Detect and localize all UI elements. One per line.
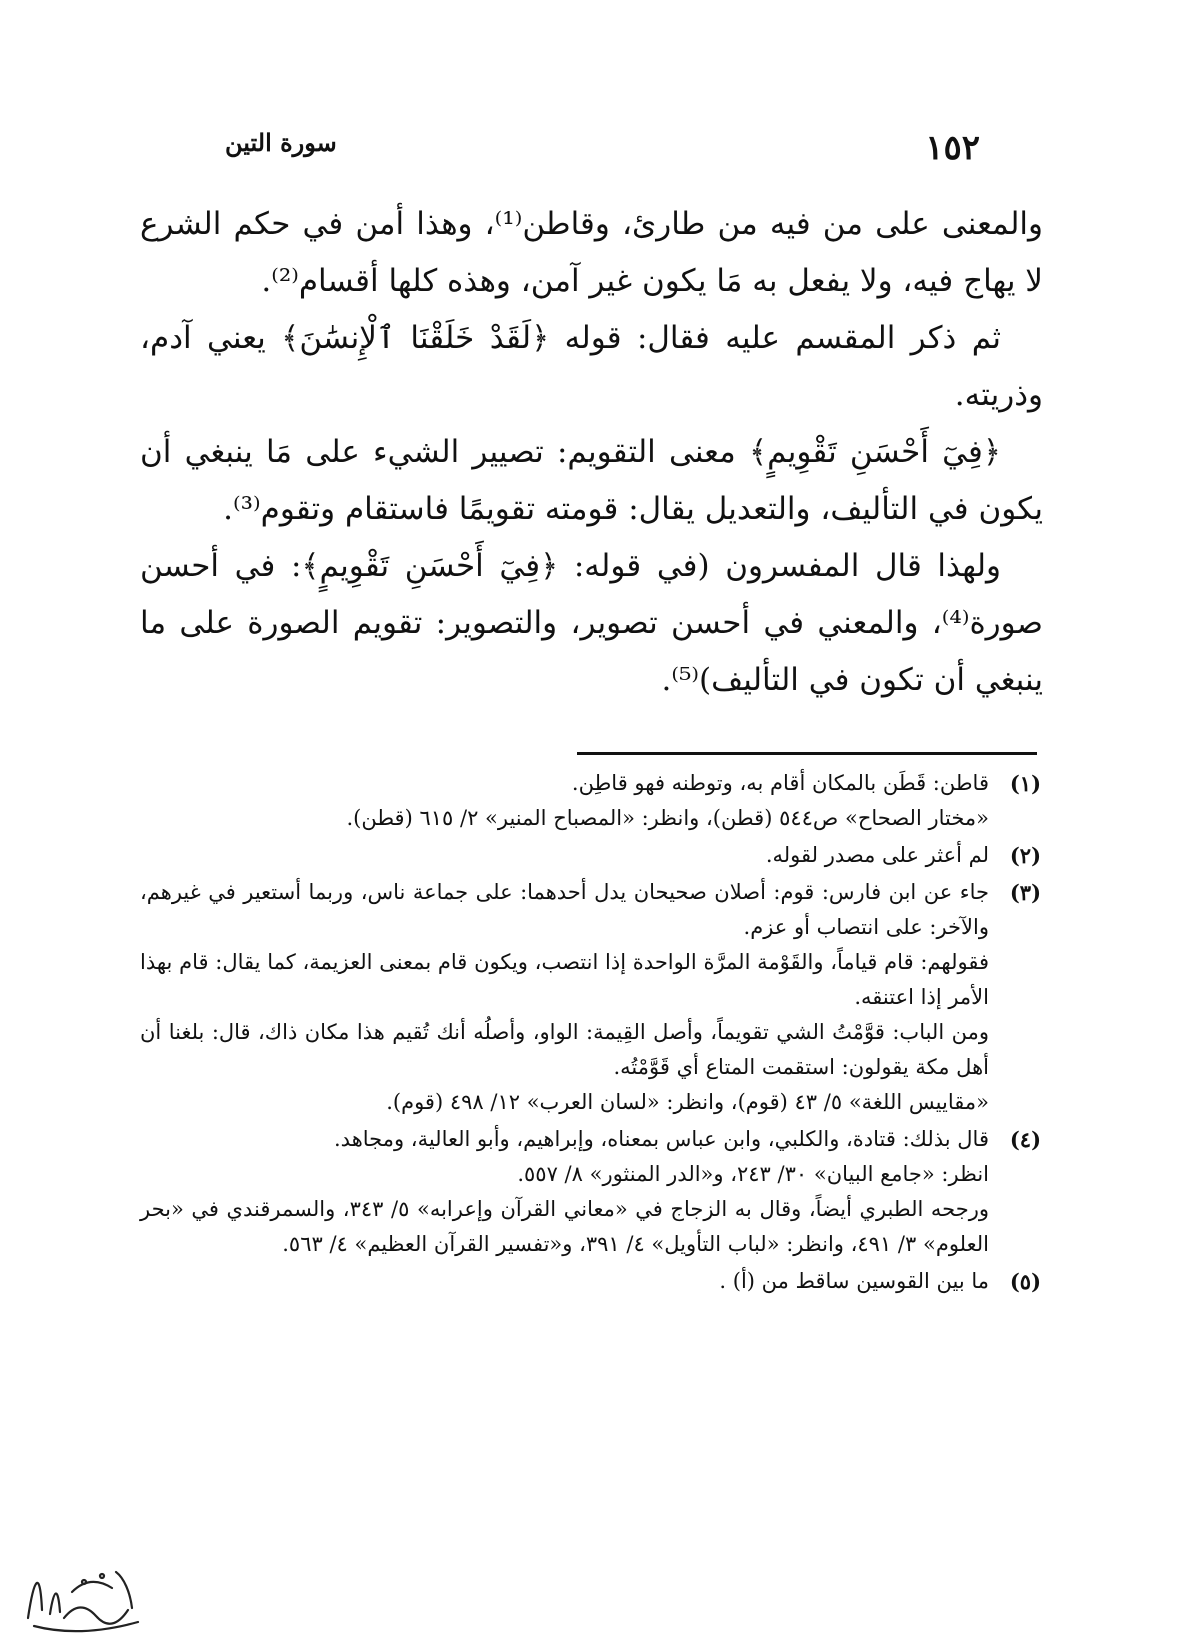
- footnote-line: انظر: «جامع البيان» ٣٠/ ٢٤٣، و«الدر المنثور» ٨/ ٥٥٧.: [517, 1162, 989, 1186]
- calligraphic-logo-stamp-icon: [20, 1548, 150, 1638]
- footnote-body: [140, 1122, 989, 1262]
- main-text: [140, 196, 1043, 709]
- footnote-number: (٤): [1009, 1127, 1041, 1152]
- page-header: [225, 128, 980, 178]
- footnote: [140, 1122, 1041, 1262]
- paragraph: ثم ذكر المقسم عليه فقال: قوله ﴿لَقَدْ خَلَقْنَا ٱلْإِنسَٰنَ﴾ يعني آدم، وذريته.: [140, 320, 1043, 413]
- footnote-line: جاء عن ابن فارس: قوم: أصلان صحيحان يدل أحدهما: على جماعة ناس، وربما أستعير في غيرهم، والآخر: على انتصاب أو عزم.: [140, 880, 989, 939]
- footnote-line: «مقاييس اللغة» ٥/ ٤٣ (قوم)، وانظر: «لسان العرب» ١٢/ ٤٩٨ (قوم).: [386, 1090, 989, 1114]
- footnote-body: [140, 766, 989, 836]
- footnote: [140, 838, 1041, 873]
- footnote-number: (٣): [1009, 880, 1041, 905]
- footnote-number: (١): [1009, 771, 1041, 796]
- footnote-number: (٢): [1009, 843, 1041, 868]
- footnotes: [140, 766, 1041, 1301]
- footnote-line: قال بذلك: قتادة، والكلبي، وابن عباس بمعناه، وإبراهيم، وأبو العالية، ومجاهد.: [334, 1127, 989, 1151]
- surah-title: سورة التين: [225, 128, 337, 157]
- footnote-line: فقولهم: قام قياماً، والقَوْمة المرَّة الواحدة إذا انتصب، ويكون قام بمعنى العزيمة، كما يقال: قام بهذا الأمر إذا اعتنقه.: [140, 950, 989, 1009]
- footnote-line: ومن الباب: قوَّمْتُ الشي تقويماً، وأصل القِيمة: الواو، وأصلُه أنك تُقيم هذا مكان ذاك، قال: بلغنا أن أهل مكة يقولون: استقمت المتاع أي قَوَّمْتُه.: [140, 1020, 989, 1079]
- footnote-body: [140, 875, 989, 1120]
- footnote-body: [140, 838, 989, 873]
- footnote: [140, 766, 1041, 836]
- paragraph: ولهذا قال المفسرون (في قوله: ﴿فِيٓ أَحْسَنِ تَقْوِيمٍ﴾: في أحسن صورة⁽⁴⁾، والمعني في أحسن تصوير، والتصوير: تقويم الصورة على ما ينبغي أن تكون في التأليف)⁽⁵⁾.: [140, 548, 1043, 698]
- footnote-number: (٥): [1009, 1269, 1041, 1294]
- footnote-line: ما بين القوسين ساقط من (أ) .: [719, 1269, 989, 1293]
- paragraph: والمعنى على من فيه من طارئ، وقاطن⁽¹⁾، وهذا أمن في حكم الشرع لا يهاج فيه، ولا يفعل به مَا يكون غير آمن، وهذه كلها أقسام⁽²⁾.: [140, 206, 1043, 299]
- page-number: ١٥٢: [925, 128, 980, 168]
- footnote: [140, 875, 1041, 1120]
- footnote-body: [140, 1264, 989, 1299]
- paragraph: ﴿فِيٓ أَحْسَنِ تَقْوِيمٍ﴾ معنى التقويم: تصيير الشيء على مَا ينبغي أن يكون في التأليف، والتعديل يقال: قومته تقويمًا فاستقام وتقوم⁽³⁾.: [140, 434, 1043, 527]
- footnote-separator: [577, 752, 1037, 755]
- footnote-line: لم أعثر على مصدر لقوله.: [765, 843, 989, 867]
- footnote-line: قاطن: قَطَن بالمكان أقام به، وتوطنه فهو قاطِن.: [571, 771, 989, 795]
- footnote-line: «مختار الصحاح» ص٥٤٤ (قطن)، وانظر: «المصباح المنير» ٢/ ٦١٥ (قطن).: [346, 806, 989, 830]
- footnote-line: ورجحه الطبري أيضاً، وقال به الزجاج في «معاني القرآن وإعرابه» ٥/ ٣٤٣، والسمرقندي في «بحر العلوم» ٣/ ٤٩١، وانظر: «لباب التأويل» ٤/ ٣٩١، و«تفسير القرآن العظيم» ٤/ ٥٦٣.: [140, 1197, 989, 1256]
- footnote: [140, 1264, 1041, 1299]
